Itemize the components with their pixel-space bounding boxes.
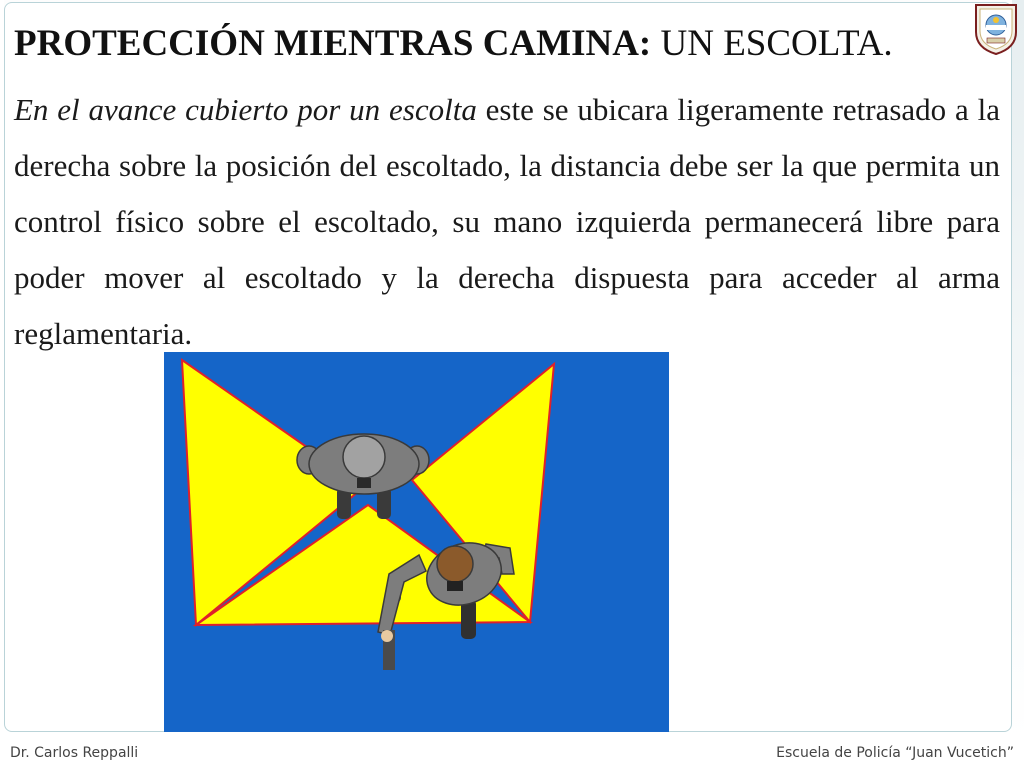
footer-author: Dr. Carlos Reppalli <box>10 745 139 761</box>
right-edge-strip <box>1012 0 1024 740</box>
police-emblem-logo <box>972 2 1020 56</box>
footer-institution: Escuela de Policía “Juan Vucetich” <box>776 745 1014 761</box>
body-text-rest: este se ubicara ligeramente retrasado a la derecha sobre la posición del escoltado, la distancia debe ser la que permita un control físico sobre el escoltado, su mano izquierda permanecerá libre para poder mover al escoltado y la derecha dispuesta para acceder al arma reglamentaria. <box>14 92 1000 351</box>
escort-diagram <box>164 352 669 732</box>
title-sub: UN ESCOLTA. <box>660 23 893 64</box>
body-italic-phrase: En el avance cubierto por un escolta <box>14 92 477 127</box>
body-paragraph <box>14 82 1000 362</box>
slide-title <box>14 22 893 65</box>
title-main: PROTECCIÓN MIENTRAS CAMINA: <box>14 23 652 64</box>
